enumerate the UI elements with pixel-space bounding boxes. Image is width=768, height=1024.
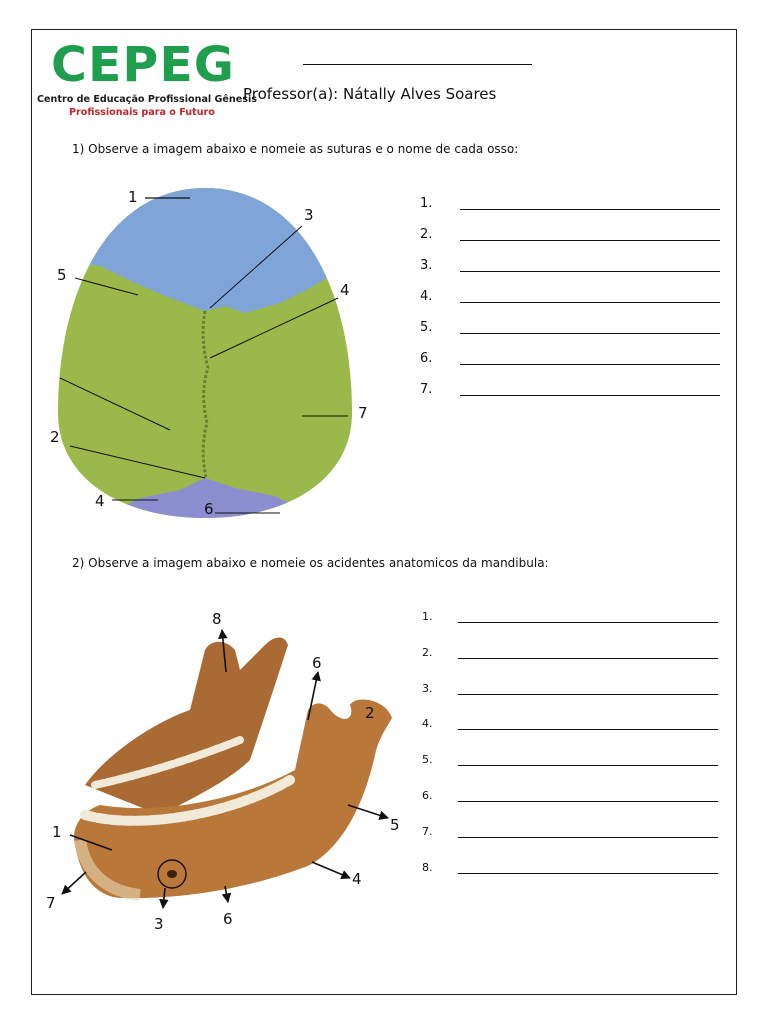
skull-label-5: 5: [57, 266, 67, 284]
mandible-label-1: 1: [52, 823, 62, 841]
question-1-answer-list: [420, 196, 730, 413]
skull-label-3: 3: [304, 206, 314, 224]
answer-number: 5.: [422, 753, 433, 767]
answer-number: 6.: [422, 788, 433, 802]
answer-line[interactable]: [460, 271, 720, 272]
skull-label-4-top: 4: [340, 281, 350, 299]
answer-row[interactable]: [420, 258, 730, 289]
answer-number: 2.: [422, 645, 433, 659]
answer-row[interactable]: [420, 717, 730, 753]
answer-number: 2.: [420, 227, 433, 242]
answer-row[interactable]: [420, 320, 730, 351]
mandible-label-5: 5: [390, 816, 400, 834]
question-1-text: 1) Observe a imagem abaixo e nomeie as suturas e o nome de cada osso:: [72, 142, 519, 156]
answer-line[interactable]: [460, 302, 720, 303]
answer-row[interactable]: [420, 196, 730, 227]
answer-row[interactable]: [420, 227, 730, 258]
answer-number: 5.: [420, 320, 433, 335]
answer-row[interactable]: [420, 682, 730, 718]
question-2-answer-list: [420, 610, 730, 896]
skull-superior-view-figure: [40, 178, 370, 528]
answer-line[interactable]: [460, 209, 720, 210]
student-name-line[interactable]: [303, 64, 532, 65]
mandible-label-7: 7: [46, 894, 56, 912]
answer-line[interactable]: [458, 801, 718, 802]
mandible-label-6-bottom: 6: [223, 910, 233, 928]
answer-line[interactable]: [460, 364, 720, 365]
answer-row[interactable]: [420, 646, 730, 682]
answer-line[interactable]: [458, 765, 718, 766]
mandible-label-3: 3: [154, 915, 164, 933]
answer-row[interactable]: [420, 351, 730, 382]
skull-label-2: 2: [50, 428, 60, 446]
answer-line[interactable]: [460, 240, 720, 241]
logo-tagline: Profissionais para o Futuro: [69, 107, 215, 118]
answer-number: 4.: [420, 289, 433, 304]
question-2-text: 2) Observe a imagem abaixo e nomeie os acidentes anatomicos da mandibula:: [72, 556, 549, 570]
mandible-figure: [40, 600, 420, 940]
answer-row[interactable]: [420, 382, 730, 413]
answer-number: 4.: [422, 717, 433, 731]
skull-label-6: 6: [204, 500, 214, 518]
logo-subtitle: Centro de Educação Profissional Gênesis: [37, 94, 257, 105]
answer-line[interactable]: [458, 837, 718, 838]
answer-row[interactable]: [420, 753, 730, 789]
answer-number: 1.: [422, 610, 433, 623]
answer-line[interactable]: [458, 873, 718, 874]
answer-row[interactable]: [420, 861, 730, 897]
skull-label-4-bottom: 4: [95, 492, 105, 510]
answer-row[interactable]: [420, 610, 730, 646]
mandible-label-8: 8: [212, 610, 222, 628]
answer-number: 7.: [422, 824, 433, 838]
answer-row[interactable]: [420, 789, 730, 825]
answer-line[interactable]: [458, 658, 718, 659]
mandible-label-2: 2: [365, 704, 375, 722]
mandible-label-4: 4: [352, 870, 362, 888]
answer-number: 8.: [422, 860, 433, 874]
cepeg-logo: [37, 37, 257, 122]
answer-row[interactable]: [420, 289, 730, 320]
answer-number: 3.: [420, 258, 433, 273]
answer-line[interactable]: [458, 729, 718, 730]
professor-name: Professor(a): Nátally Alves Soares: [243, 85, 497, 103]
answer-line[interactable]: [460, 395, 720, 396]
answer-number: 1.: [420, 196, 433, 211]
answer-line[interactable]: [458, 622, 718, 623]
answer-number: 3.: [422, 681, 433, 695]
mandible-label-6-top: 6: [312, 654, 322, 672]
answer-line[interactable]: [458, 694, 718, 695]
skull-label-1: 1: [128, 188, 138, 206]
answer-row[interactable]: [420, 825, 730, 861]
answer-number: 7.: [420, 382, 433, 397]
logo-title: CEPEG: [51, 37, 235, 93]
skull-label-7: 7: [358, 404, 368, 422]
answer-number: 6.: [420, 351, 433, 366]
answer-line[interactable]: [460, 333, 720, 334]
